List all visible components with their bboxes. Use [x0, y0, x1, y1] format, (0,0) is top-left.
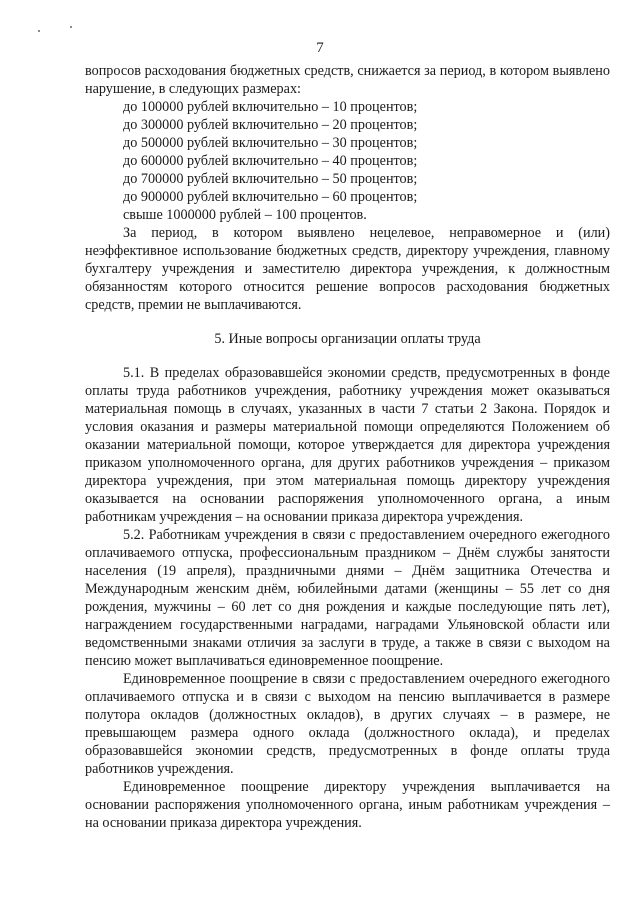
list-item: до 500000 рублей включительно – 30 процентов;: [123, 135, 418, 151]
list-item: до 900000 рублей включительно – 60 процентов;: [123, 189, 418, 205]
scan-speck: [70, 26, 72, 28]
paragraph-5-1: 5.1. В пределах образовавшейся экономии средств, предусмотренных в фонде оплаты труда работников учреждения, работнику учреждения может оказываться материальная помощь в случаях, указанных в части 7 статьи 2 Закона. Порядок и условия оказания и размеры материальной помощи определяются Положением об оказании материальной помощи, которое утверждается для директора учреждения приказом уполномоченного органа, для других работников учреждения – приказом директора учреждения, при этом материальная помощь директору учреждения оказывается на основании распоряжения уполномоченного органа, а иным работникам учреждения – на основании приказа директора учреждения.: [85, 365, 610, 525]
list-item: до 100000 рублей включительно – 10 процентов;: [123, 99, 418, 115]
paragraph-one-time-bonus: Единовременное поощрение в связи с предоставлением очередного ежегодного оплачиваемого отпуска и в связи с выходом на пенсию выплачивается в размере полутора окладов (должностных окладов), в других случаях – в размере, не превышающем размера одного оклада (должностного оклада), и пределах образовавшейся экономии средств, предусмотренных в фонде оплаты труда работников учреждения.: [85, 671, 610, 777]
list-item: до 700000 рублей включительно – 50 процентов;: [123, 171, 418, 187]
section-heading: 5. Иные вопросы организации оплаты труда: [214, 331, 481, 347]
scan-speck: [38, 30, 40, 32]
reduction-list: [85, 98, 610, 224]
document-body: [85, 62, 610, 832]
list-item: до 300000 рублей включительно – 20 процентов;: [123, 117, 418, 133]
paragraph-no-bonus: За период, в котором выявлено нецелевое, неправомерное и (или) неэффективное использование бюджетных средств, директору учреждения, главному бухгалтеру учреждения и заместителю директора учреждения, к должностным обязанностям которого относится решение вопросов расходования бюджетных средств, премии не выплачиваются.: [85, 225, 610, 313]
list-item: свыше 1000000 рублей – 100 процентов.: [123, 207, 367, 223]
list-item: до 600000 рублей включительно – 40 процентов;: [123, 153, 418, 169]
paragraph-continuation: вопросов расходования бюджетных средств, снижается за период, в котором выявлено нарушение, в следующих размерах:: [85, 63, 610, 97]
page-number: 7: [316, 40, 324, 56]
paragraph-5-2: 5.2. Работникам учреждения в связи с предоставлением очередного ежегодного оплачиваемого отпуска, профессиональным праздником – Днём службы занятости населения (19 апреля), праздничными днями – Днём защитника Отечества и Международным женским днём, юбилейными датами (женщины – 55 лет со дня рождения, мужчины – 60 лет со дня рождения и каждые последующие пять лет), награждением государственными наградами, наградами Ульяновской области или ведомственными знаками отличия за заслуги в труде, а также в связи с выходом на пенсию может выплачиваться единовременное поощрение.: [85, 527, 610, 669]
paragraph-director-bonus: Единовременное поощрение директору учреждения выплачивается на основании распоряжения уполномоченного органа, иным работникам учреждения – на основании приказа директора учреждения.: [85, 779, 610, 831]
